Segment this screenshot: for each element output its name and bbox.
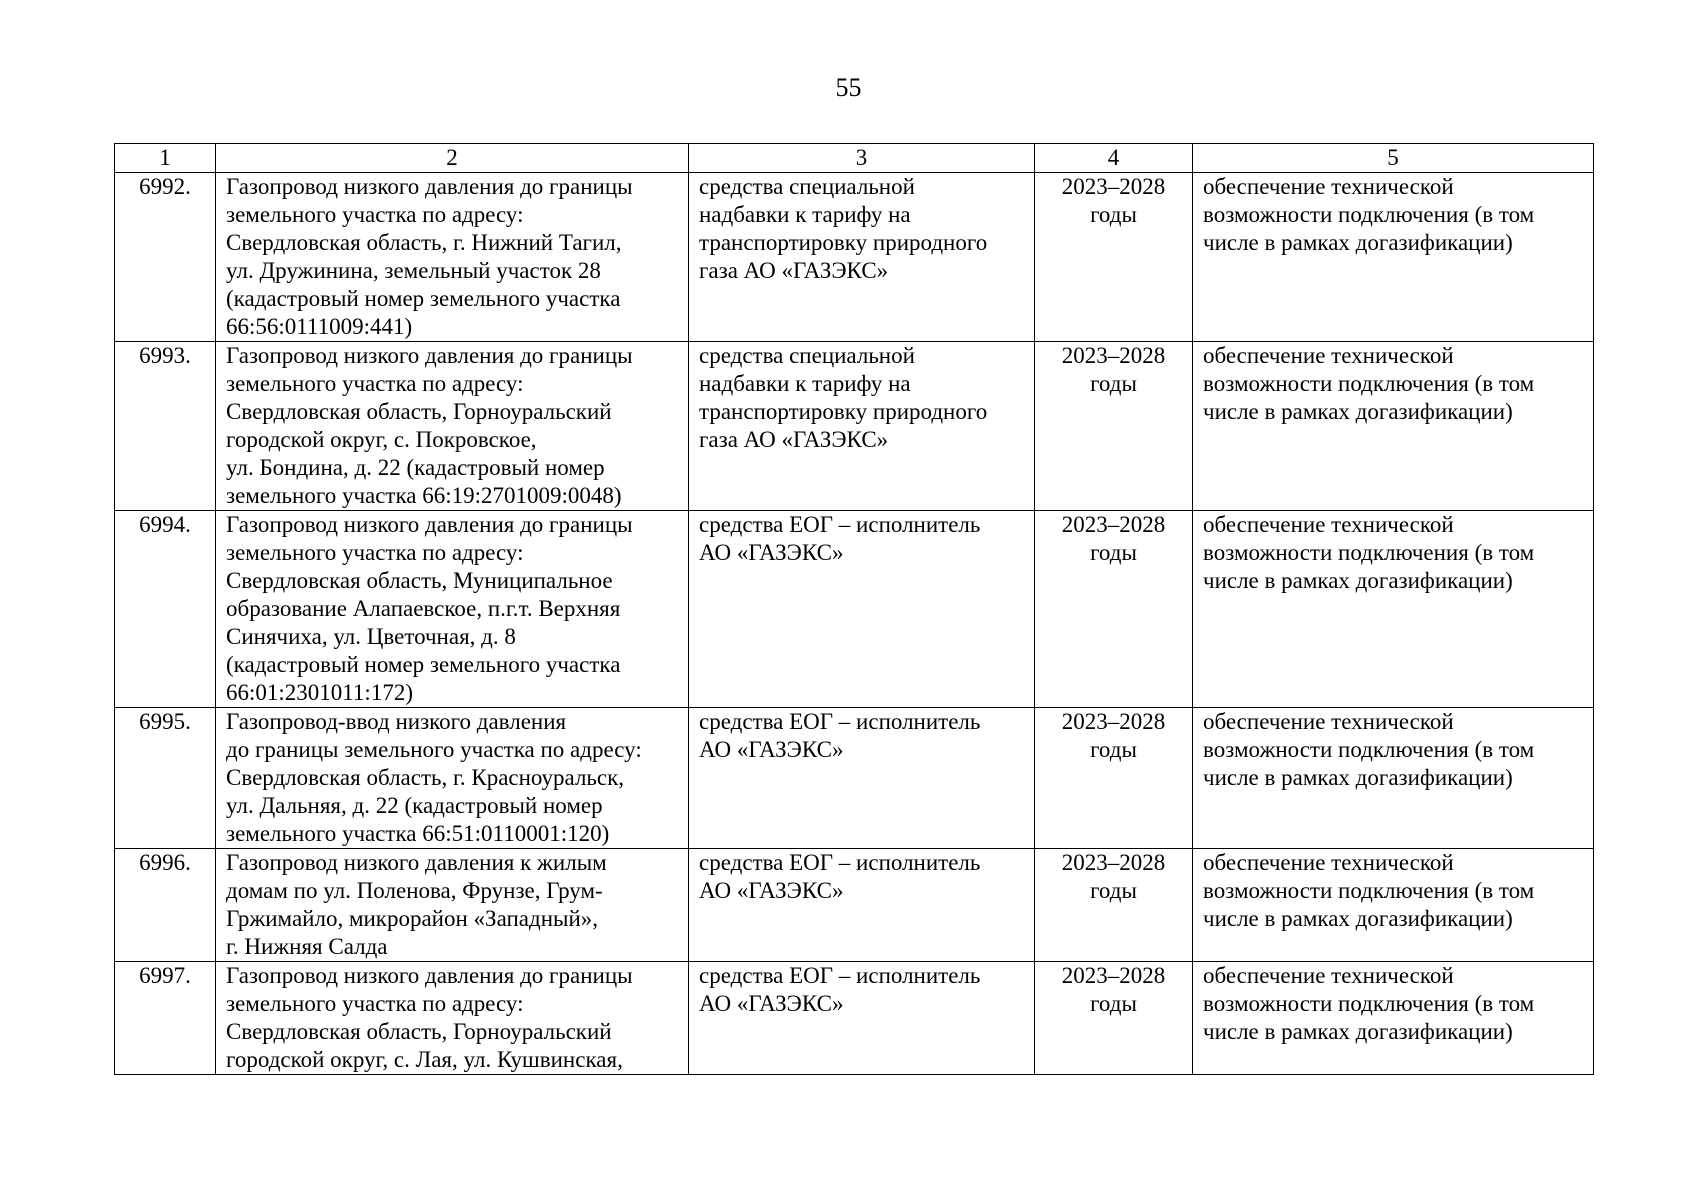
implementation-period	[1035, 511, 1193, 708]
column-header-5: 5	[1193, 144, 1594, 173]
purpose-text: обеспечение технической возможности подключения (в том числе в рамках догазификации)	[1203, 512, 1535, 593]
funding-source	[689, 511, 1035, 708]
purpose	[1193, 849, 1594, 962]
period-text: 2023–2028 годы	[1061, 963, 1166, 1016]
column-header-1: 1	[115, 144, 216, 173]
object-text: Газопровод низкого давления до границы земельного участка по адресу: Свердловская область, Муниципальное образование Алапаевское, п.г.т. Верхняя Синячиха, ул. Цветочная, д. 8 (кадастровый номер земельного участка 66:01:2301011:172)	[226, 512, 633, 705]
period-text: 2023–2028 годы	[1061, 709, 1166, 762]
purpose-text: обеспечение технической возможности подключения (в том числе в рамках догазификации)	[1203, 174, 1535, 255]
implementation-period	[1035, 849, 1193, 962]
funding-source	[689, 173, 1035, 342]
period-text: 2023–2028 годы	[1061, 343, 1166, 396]
purpose	[1193, 708, 1594, 849]
object-description	[216, 342, 689, 511]
object-description	[216, 173, 689, 342]
row-number: 6996.	[115, 849, 216, 962]
purpose	[1193, 173, 1594, 342]
purpose	[1193, 511, 1594, 708]
column-header-2: 2	[216, 144, 689, 173]
implementation-period	[1035, 962, 1193, 1075]
source-text: средства специальной надбавки к тарифу на транспортировку природного газа АО «ГАЗЭКС»	[699, 174, 988, 283]
implementation-period	[1035, 708, 1193, 849]
object-description	[216, 849, 689, 962]
purpose	[1193, 342, 1594, 511]
purpose-text: обеспечение технической возможности подключения (в том числе в рамках догазификации)	[1203, 963, 1535, 1044]
row-number: 6993.	[115, 342, 216, 511]
table-row	[115, 849, 1594, 962]
table-row	[115, 173, 1594, 342]
table-row	[115, 342, 1594, 511]
table-row	[115, 511, 1594, 708]
row-number: 6994.	[115, 511, 216, 708]
period-text: 2023–2028 годы	[1061, 512, 1166, 565]
object-text: Газопровод-ввод низкого давления до границы земельного участка по адресу: Свердловская область, г. Красноуральск, ул. Дальняя, д. 22 (кадастровый номер земельного участка 66:51:0110001:120)	[226, 709, 642, 846]
object-text: Газопровод низкого давления до границы земельного участка по адресу: Свердловская область, Горноуральский городской округ, с. Лая, ул. Кушвинская,	[226, 963, 633, 1072]
period-text: 2023–2028 годы	[1061, 850, 1166, 903]
source-text: средства ЕОГ – исполнитель АО «ГАЗЭКС»	[699, 850, 981, 903]
purpose-text: обеспечение технической возможности подключения (в том числе в рамках догазификации)	[1203, 343, 1535, 424]
object-text: Газопровод низкого давления к жилым домам по ул. Поленова, Фрунзе, Грум- Гржимайло, микрорайон «Западный», г. Нижняя Салда	[226, 850, 607, 959]
period-text: 2023–2028 годы	[1061, 174, 1166, 227]
purpose-text: обеспечение технической возможности подключения (в том числе в рамках догазификации)	[1203, 850, 1535, 931]
table-row	[115, 708, 1594, 849]
purpose-text: обеспечение технической возможности подключения (в том числе в рамках догазификации)	[1203, 709, 1535, 790]
source-text: средства ЕОГ – исполнитель АО «ГАЗЭКС»	[699, 963, 981, 1016]
object-description	[216, 708, 689, 849]
page-number: 55	[835, 73, 862, 102]
column-header-3: 3	[689, 144, 1035, 173]
funding-source	[689, 342, 1035, 511]
row-number: 6992.	[115, 173, 216, 342]
funding-source	[689, 708, 1035, 849]
source-text: средства специальной надбавки к тарифу на транспортировку природного газа АО «ГАЗЭКС»	[699, 343, 988, 452]
object-text: Газопровод низкого давления до границы земельного участка по адресу: Свердловская область, г. Нижний Тагил, ул. Дружинина, земельный участок 28 (кадастровый номер земельного участка 66:56:0111009:441)	[226, 174, 633, 339]
table-header-row	[115, 144, 1594, 173]
row-number: 6997.	[115, 962, 216, 1075]
object-description	[216, 511, 689, 708]
implementation-period	[1035, 173, 1193, 342]
document-table	[114, 143, 1594, 1075]
object-text: Газопровод низкого давления до границы земельного участка по адресу: Свердловская область, Горноуральский городской округ, с. Покровское, ул. Бондина, д. 22 (кадастровый номер земельного участка 66:19:2701009:0048)	[226, 343, 633, 508]
column-header-4: 4	[1035, 144, 1193, 173]
purpose	[1193, 962, 1594, 1075]
funding-source	[689, 962, 1035, 1075]
implementation-period	[1035, 342, 1193, 511]
source-text: средства ЕОГ – исполнитель АО «ГАЗЭКС»	[699, 512, 981, 565]
row-number: 6995.	[115, 708, 216, 849]
source-text: средства ЕОГ – исполнитель АО «ГАЗЭКС»	[699, 709, 981, 762]
table-row	[115, 962, 1594, 1075]
funding-source	[689, 849, 1035, 962]
object-description	[216, 962, 689, 1075]
